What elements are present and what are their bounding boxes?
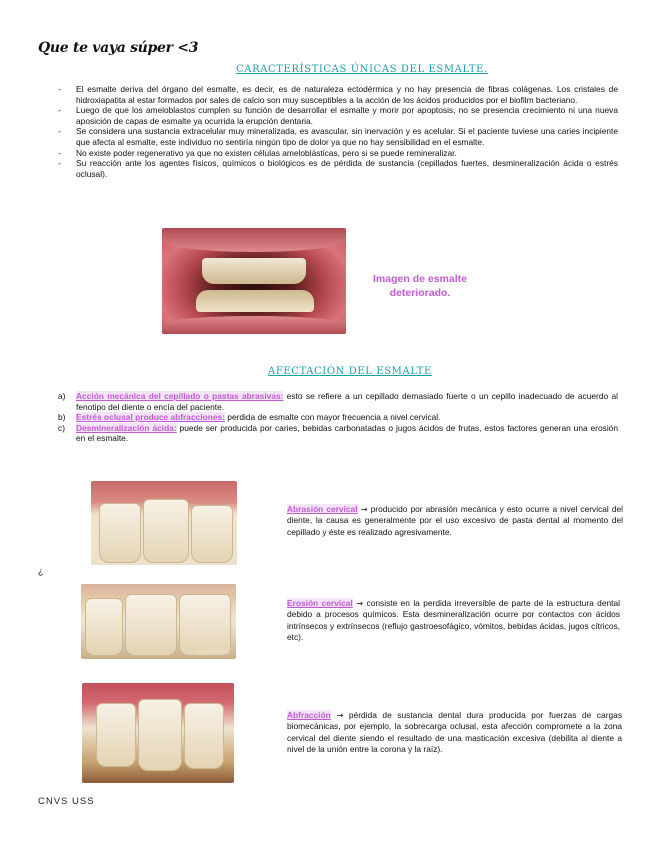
term-text: consiste en la perdida irreversible de parte de la estructura dental debido a procesos químicos. Esta desmineralización ocurre por contactos con ácidos intrínsecos y extrínsecos (reflujo gastroesofágico, vómitos, bebidas ácidas, jugos cítricos, etc). [287, 598, 621, 643]
photo-watermark: propdental [196, 649, 230, 656]
cervical-abrasion-photo [91, 481, 237, 565]
damage-causes-list [58, 391, 618, 444]
section-title-characteristics: CARACTERÍSTICAS ÚNICAS DEL ESMALTE. [236, 64, 488, 75]
cervical-erosion-photo [81, 584, 236, 659]
term-highlight: Desmineralización ácida: [76, 422, 177, 433]
stray-mark: ¿ [38, 566, 44, 576]
term-text: producido por abrasión mecánica y esto ocurre a nivel cervical del diente, la causa es generalmente por el uso excesivo de pasta dental al momento del cepillado y éste es realizado agresivamente. [287, 504, 623, 537]
list-item [58, 423, 618, 444]
term-text: pérdida de sustancia dental dura producida por fuerzas de cargas biomecánicas, por ejemplo, la sobrecarga oclusal, esta afección compromete a la zona cervical del diente siendo el resultado de una masticación excesiva (debilita al diente a nivel de la unión entre la corona y la raíz). [287, 710, 623, 755]
term-text: esto se refiere a un cepillado demasiado fuerte o un cepillo inadecuado de acuerdo al fenotipo del diente o encía del paciente. [76, 391, 618, 412]
list-marker: c) [58, 422, 65, 433]
list-marker: b) [58, 412, 66, 423]
abfraction-photo [82, 683, 234, 783]
term-highlight: Estrés oclusal produce abfracciones: [76, 412, 225, 423]
list-marker: a) [58, 391, 66, 401]
list-item: - Luego de que los ameloblastos cumplen su función de desarrollar el esmalte y morir por apoptosis, no se presencia crecimiento ni una nueva aposición de capas de esmalte ya ocurrida la erupción dentaria. [58, 105, 618, 126]
list-item: - El esmalte deriva del órgano del esmalte, es decir, es de naturaleza ectodérmica y no hay presencia de fibras colágenas. Los cristales de hidroxiapatita al estar formados por sales de calcio son muy susceptibles a la acción de los ácidos producidos por el biofilm bacteriano. [58, 84, 618, 105]
cervical-abrasion-description [287, 504, 623, 538]
term-highlight: Abfracción [287, 710, 331, 720]
abfraction-description [287, 710, 622, 756]
list-item [58, 391, 618, 412]
footer: CNVS USS [38, 796, 95, 807]
arrow-icon: → [336, 710, 344, 720]
deteriorated-enamel-photo [162, 228, 346, 334]
term-text: perdida de esmalte con mayor frecuencia a nivel cervical. [224, 412, 441, 423]
cervical-erosion-description [287, 598, 620, 644]
header-note: Que te vaya súper <3 [38, 40, 199, 56]
characteristics-list [58, 84, 618, 179]
image-caption: Imagen de esmalte deteriorado. [373, 273, 467, 299]
section-title-enamel-damage: AFECTACIÓN DEL ESMALTE [268, 366, 432, 377]
list-item: - Se considera una sustancia extracelular muy mineralizada, es avascular, sin inervación y es acelular. Si el paciente tuviese una caries incipiente que afecta al esmalte, este individuo no sentiría ningún tipo de dolor ya que no hay sensibilidad en el esmalte. [58, 126, 618, 147]
list-item: - No existe poder regenerativo ya que no existen células ameloblásticas, pero si se puede remineralizar. [58, 148, 618, 159]
term-text: puede ser producida por caries, bebidas carbonatadas o jugos ácidos de frutas, estos factores generan una erosión en el esmalte. [76, 422, 618, 444]
term-highlight: Acción mecánica del cepillado o pastas abrasivas: [76, 391, 284, 401]
arrow-icon: → [356, 598, 364, 608]
list-item [58, 412, 618, 423]
list-item: - Su reacción ante los agentes físicos, químicos o biológicos es de pérdida de sustancia (cepillados fuertes, desmineralización ácida o estrés oclusal). [58, 158, 618, 179]
term-highlight: Erosión cervical [287, 598, 353, 608]
arrow-icon: → [360, 504, 368, 514]
term-highlight: Abrasión cervical [287, 504, 358, 514]
